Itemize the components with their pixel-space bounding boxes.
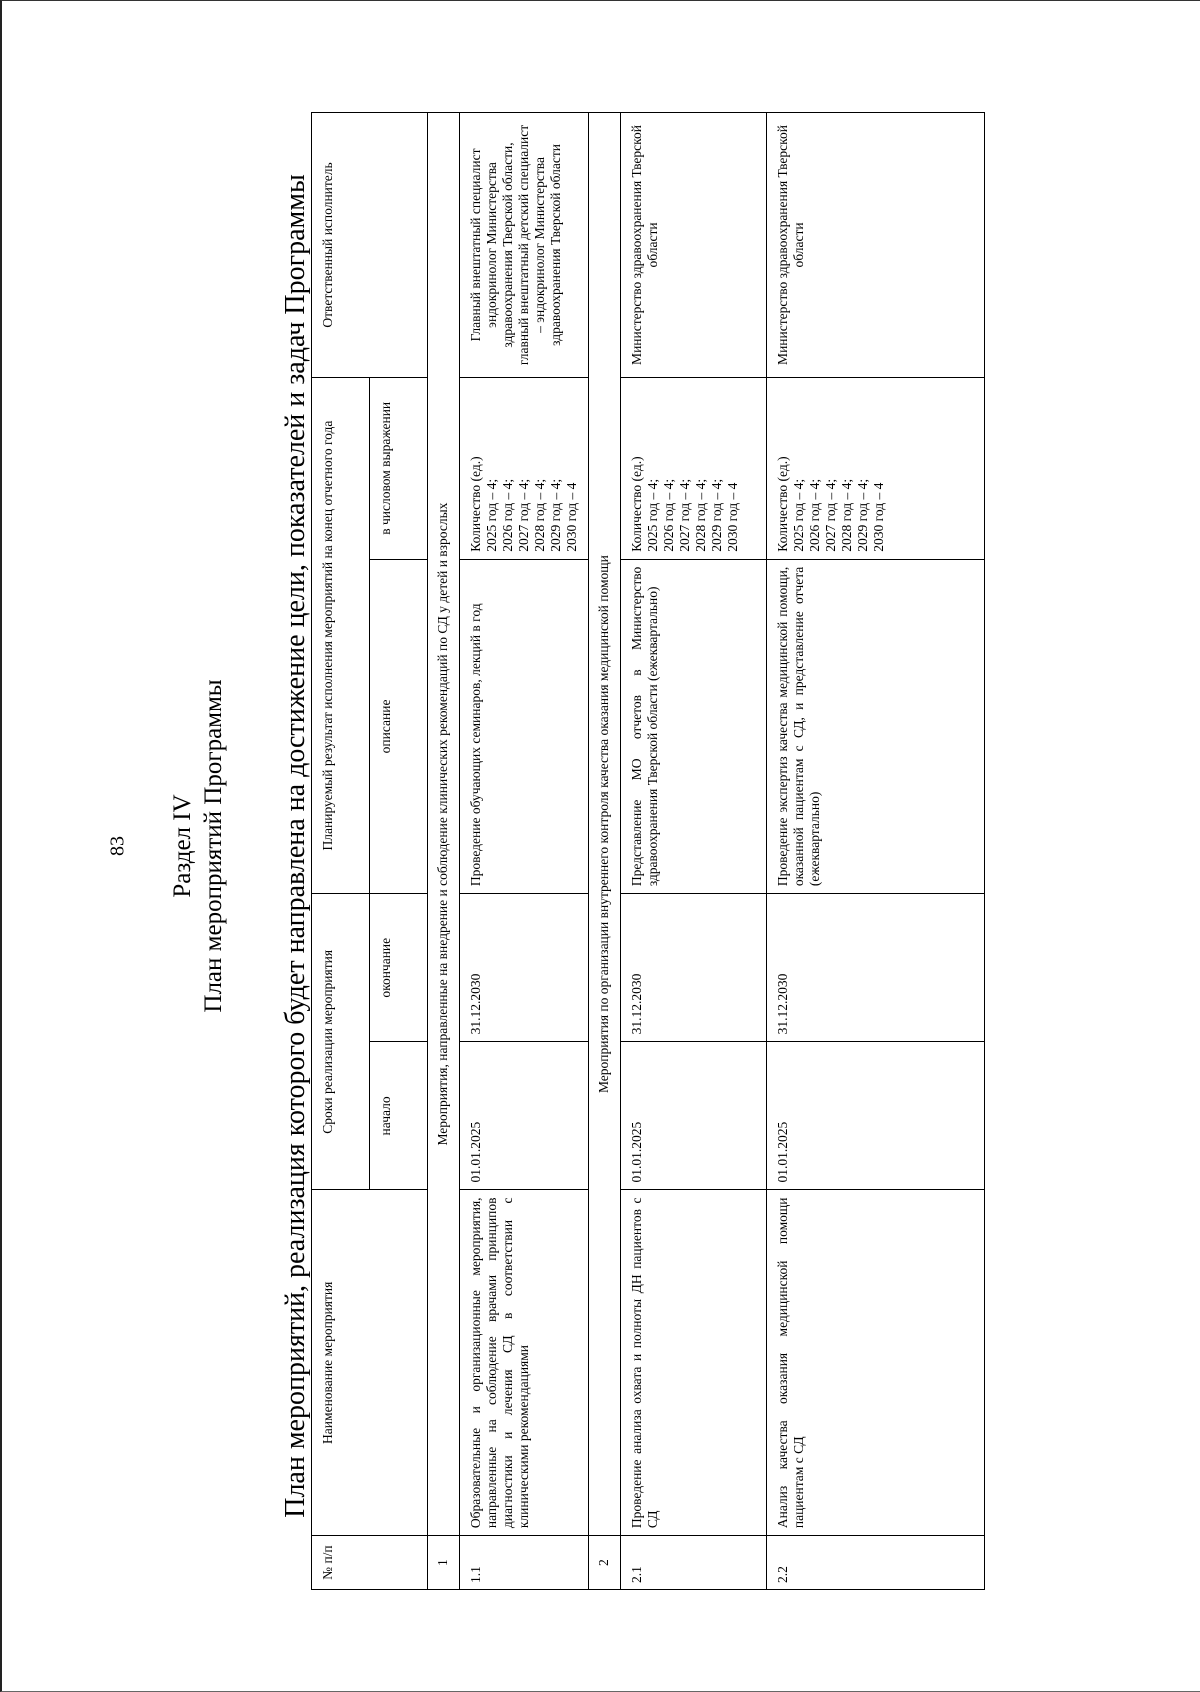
section-title-cell: Мероприятия по организации внутреннего контроля качества оказания медицинской помощи [589,113,621,1536]
row-numeric [460,377,589,559]
numeric-line: 2025 год – 4; [484,478,499,552]
numeric-line: 2027 год – 4; [677,478,692,552]
table-row [460,113,589,1590]
plan-table-container [311,112,983,1590]
header-responsible: Ответственный исполнитель [312,113,428,378]
row-responsible: Главный внештатный специалист эндокринолог Министерства здравоохранения Тверской области, главный внештатный детский специалист – эндокринолог Министерства здравоохранения Тверской области [460,113,589,378]
row-num: 1.1 [460,1536,589,1590]
numeric-line: 2030 год – 4 [564,482,579,552]
numeric-line: Количество (ед.) [775,456,790,552]
section-num: 1 [428,1536,460,1590]
table-header-row [312,113,370,1590]
row-name: Проведение анализа охвата и полноты ДН пациентов с СД [621,1190,767,1536]
table-row [621,113,767,1590]
section-label: Раздел IV [169,794,196,898]
section-row-1 [428,113,460,1590]
numeric-line: 2025 год – 4; [645,478,660,552]
row-end: 31.12.2030 [460,894,589,1042]
numeric-line: 2025 год – 4; [791,478,806,552]
numeric-line: 2029 год – 4; [709,478,724,552]
row-end: 31.12.2030 [621,894,767,1042]
row-numeric [767,377,985,559]
plan-table [311,112,985,1590]
numeric-line: Количество (ед.) [468,456,483,552]
row-name: Анализ качества оказания медицинской помощи пациентам с СД [767,1190,985,1536]
row-description: Представление МО отчетов в Министерство здравоохранения Тверской области (ежеквартально) [621,559,767,893]
row-description: Проведение экспертиз качества медицинской помощи, оказанной пациентам с СД, и представление отчета (ежеквартально) [767,559,985,893]
header-description: описание [370,559,428,893]
page-heading: План мероприятий, реализация которого будет направлена на достижение цели, показателей и задач Программы [280,174,311,1518]
row-end: 31.12.2030 [767,894,985,1042]
numeric-line: Количество (ед.) [629,456,644,552]
header-terms: Сроки реализации мероприятия [312,894,370,1190]
row-responsible: Министерство здравоохранения Тверской области [621,113,767,378]
section-title-cell: Мероприятия, направленные на внедрение и соблюдение клинических рекомендаций по СД у детей и взрослых [428,113,460,1536]
section-num: 2 [589,1536,621,1590]
numeric-line: 2026 год – 4; [661,478,676,552]
row-responsible: Министерство здравоохранения Тверской области [767,113,985,378]
numeric-line: 2028 год – 4; [693,478,708,552]
numeric-line: 2026 год – 4; [500,478,515,552]
row-numeric [621,377,767,559]
numeric-line: 2026 год – 4; [807,478,822,552]
numeric-line: 2029 год – 4; [548,478,563,552]
row-name: Образовательные и организационные мероприятия, направленные на соблюдение врачами принципов диагностики и лечения СД в соответствии с клиническими рекомендациями [460,1190,589,1536]
numeric-line: 2030 год – 4 [871,482,886,552]
header-result: Планируемый результат исполнения мероприятий на конец отчетного года [312,377,370,893]
section-row-2 [589,113,621,1590]
row-description: Проведение обучающих семинаров, лекций в год [460,559,589,893]
header-numeric: в числовом выражении [370,377,428,559]
header-num: № п/п [312,1536,428,1590]
numeric-line: 2027 год – 4; [516,478,531,552]
numeric-line: 2027 год – 4; [823,478,838,552]
row-start: 01.01.2025 [460,1042,589,1190]
numeric-line: 2030 год – 4 [725,482,740,552]
header-name: Наименование мероприятия [312,1190,428,1536]
row-num: 2.1 [621,1536,767,1590]
header-end: окончание [370,894,428,1042]
row-start: 01.01.2025 [621,1042,767,1190]
header-start: начало [370,1042,428,1190]
row-start: 01.01.2025 [767,1042,985,1190]
numeric-line: 2028 год – 4; [839,478,854,552]
page-number: 83 [106,836,129,856]
row-num: 2.2 [767,1536,985,1590]
numeric-line: 2028 год – 4; [532,478,547,552]
numeric-line: 2029 год – 4; [855,478,870,552]
section-title [167,679,229,1012]
section-subtitle: План мероприятий Программы [200,679,227,1013]
table-row [767,113,985,1590]
